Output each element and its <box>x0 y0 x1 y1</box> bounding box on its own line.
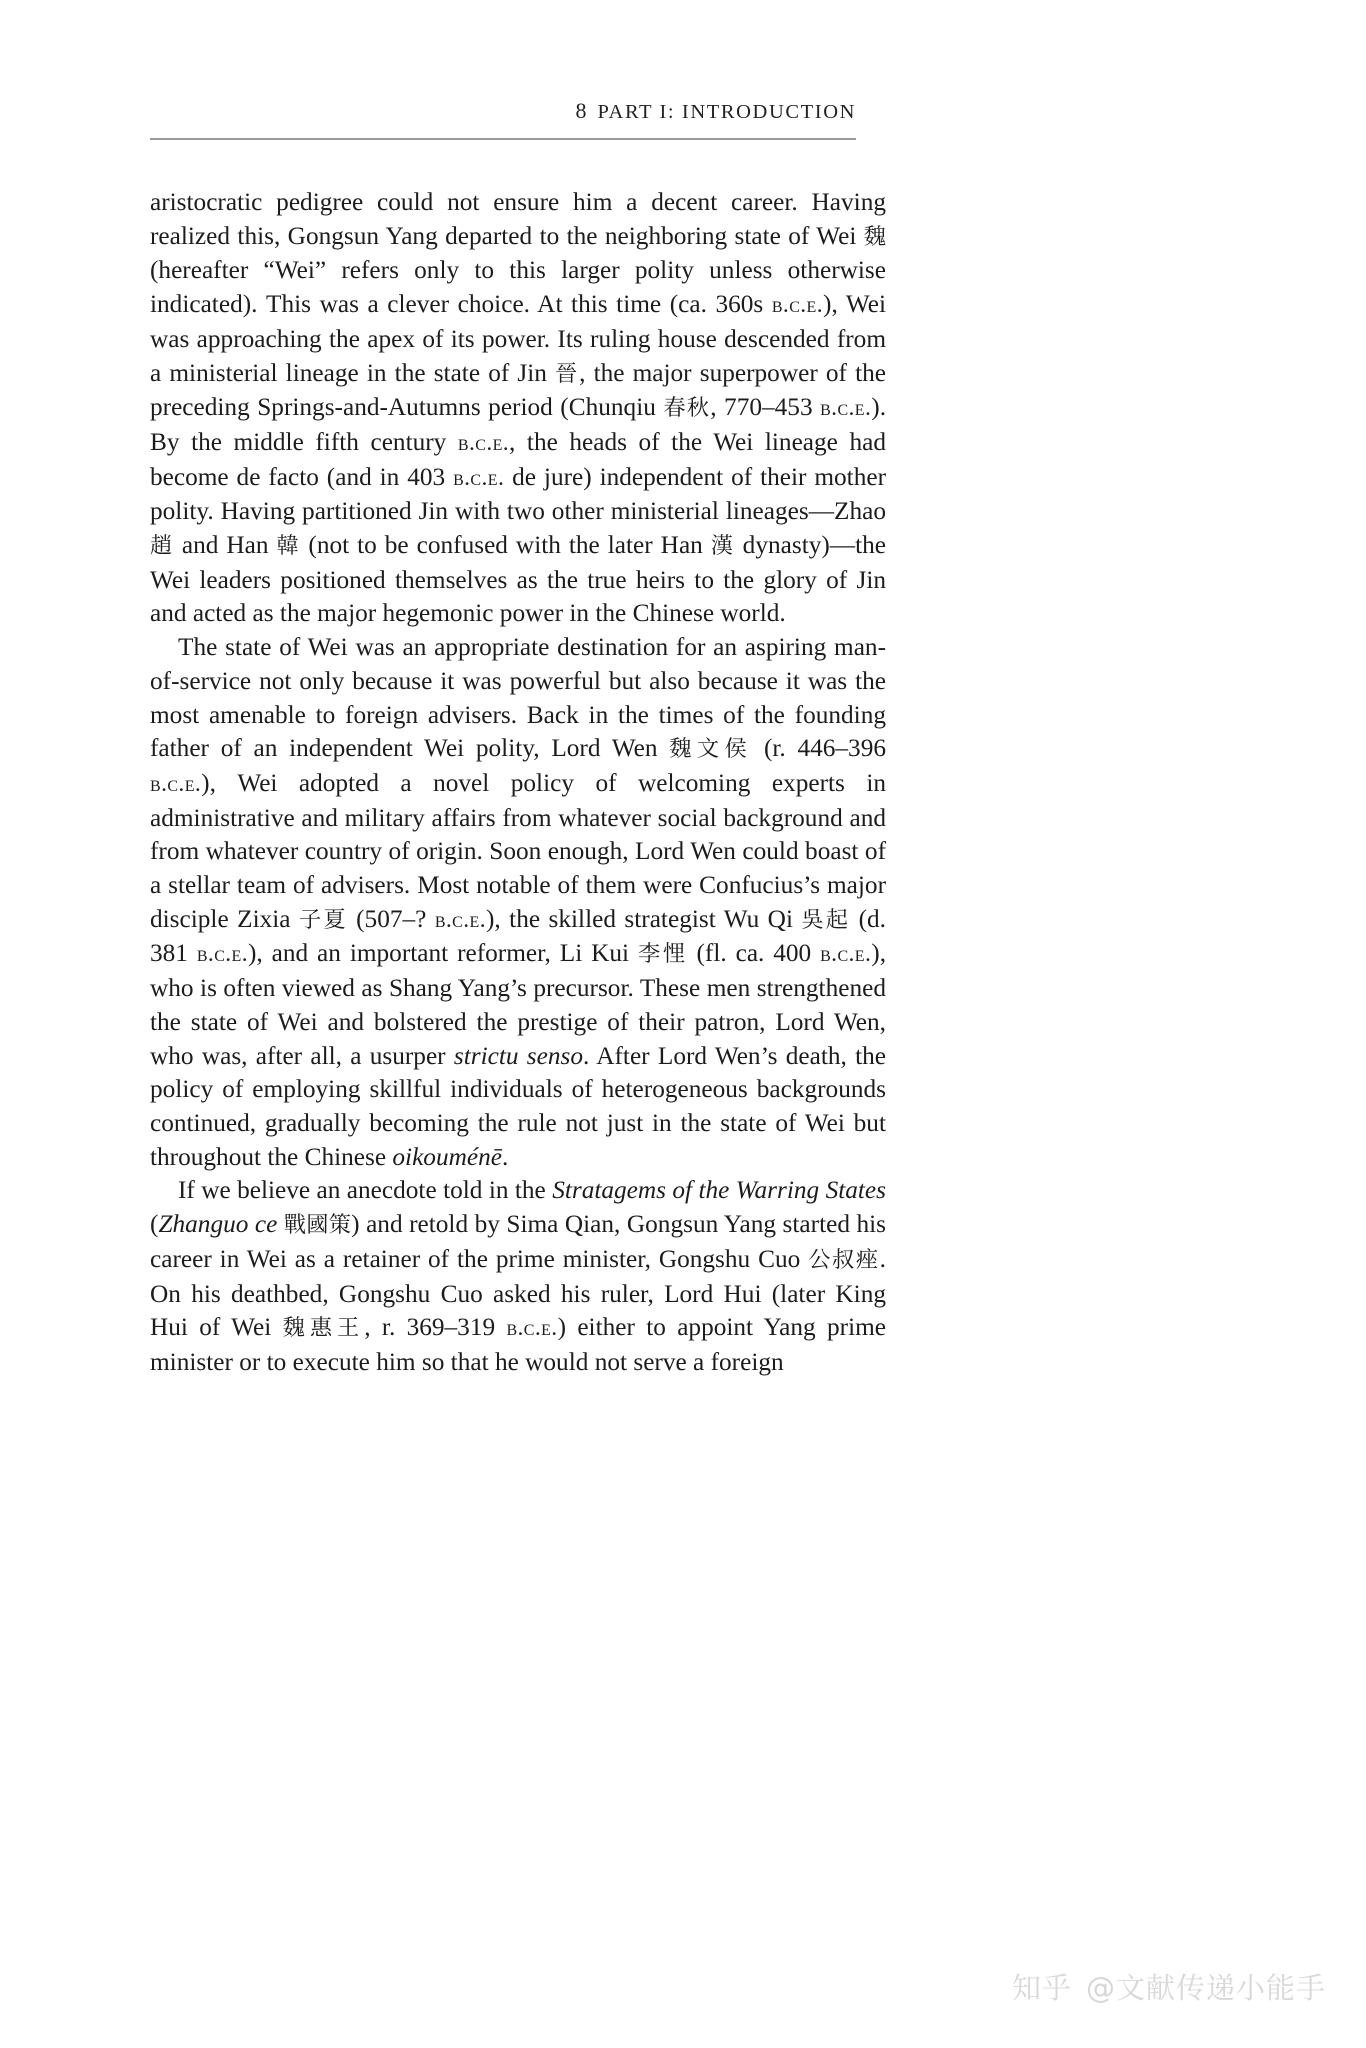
smallcaps-bce: b.c.e. <box>150 770 202 797</box>
smallcaps-bce: b.c.e. <box>506 1315 558 1342</box>
text-segment: aristocratic pedigree could not ensure him a decent career. Having realized this, Gongsun Yang departed to the neighboring state of Wei <box>150 188 886 250</box>
text-segment: If we believe an anecdote told in the <box>178 1176 553 1205</box>
smallcaps-bce: b.c.e. <box>820 941 872 968</box>
text-segment: , 770–453 <box>710 393 821 422</box>
text-segment: The state of Wei was an appropriate destination for an aspiring man-of-service not only because it was powerful but also because it was the most amenable to foreign advisers. Back in the times of the founding father of an independent Wei polity, Lord Wen <box>150 633 886 763</box>
han-character: 吳起 <box>801 906 851 933</box>
text-segment: , r. 369–319 <box>364 1313 507 1342</box>
text-segment: (hereafter “Wei” refers only to this larger polity unless otherwise indicated). This was a clever choice. At this time (ca. 360s <box>150 256 886 319</box>
text-segment: (507–? <box>347 904 435 933</box>
text-segment: ), who is often viewed as Shang Yang’s precursor. These men strengthened the state of Wei and bolstered the prestige of their patron, Lord Wen, who was, after all, a usurper <box>150 939 887 1070</box>
zhihu-watermark <box>0 1966 1366 2007</box>
italic-phrase: oikouménē <box>392 1142 502 1171</box>
zhihu-handle: @文献传递小能手 <box>1085 1971 1326 2005</box>
text-segment: ). By the middle fifth century <box>150 393 887 456</box>
text-segment: . On his deathbed, Gongshu Cuo asked his ruler, Lord Hui (later King Hui of Wei <box>150 1244 886 1342</box>
italic-title: Stratagems of the Warring States <box>552 1176 886 1205</box>
text-segment: . <box>501 1142 509 1171</box>
text-segment: and Han <box>173 531 277 560</box>
han-character: 晉 <box>555 360 580 387</box>
han-character: 漢 <box>710 533 735 560</box>
zhihu-logo: 知乎 <box>1011 1971 1072 2005</box>
text-segment: (not to be confused with the later Han <box>300 531 711 560</box>
smallcaps-bce: b.c.e. <box>820 395 872 422</box>
text-segment: ) and retold by Sima Qian, Gongsun Yang started his career in Wei as a retainer of the prime minister, Gongshu Cuo <box>150 1210 887 1273</box>
paragraph-1 <box>150 186 886 631</box>
text-segment: (d. 381 <box>150 904 886 968</box>
han-character: 魏文侯 <box>669 736 753 763</box>
text-segment: ) either to appoint Yang prime minister or to execute him so that he would not serve a foreign <box>150 1313 887 1376</box>
text-segment: ), Wei adopted a novel policy of welcoming experts in administrative and military affairs from whatever social background and from whatever country of origin. Soon enough, Lord Wen could boast of a stellar team of advisers. Most notable of them were Confucius’s major disciple Zixia <box>150 768 886 933</box>
smallcaps-bce: b.c.e. <box>453 464 505 491</box>
text-segment: (r. 446–396 <box>752 734 887 763</box>
smallcaps-bce: b.c.e. <box>771 292 824 319</box>
han-character: 子夏 <box>298 906 348 933</box>
paragraph-2 <box>150 631 886 1174</box>
paragraph-3 <box>150 1174 886 1379</box>
han-character: 韓 <box>276 533 301 560</box>
text-segment: de jure) independent of their mother polity. Having partitioned Jin with two other ministerial lineages—Zhao <box>150 462 886 526</box>
han-character: 魏惠王 <box>282 1315 365 1342</box>
text-block <box>150 186 886 1380</box>
running-head-title: PART I: INTRODUCTION <box>597 101 856 123</box>
smallcaps-bce: b.c.e. <box>434 906 486 933</box>
text-segment: ( <box>150 1210 159 1239</box>
text-segment: ), the skilled strategist Wu Qi <box>485 904 802 933</box>
header-rule <box>150 138 856 140</box>
italic-phrase: strictu senso <box>453 1041 584 1070</box>
han-character: 李悝 <box>637 941 688 968</box>
han-character: 公叔痤 <box>808 1246 880 1273</box>
text-segment: (fl. ca. 400 <box>687 939 821 968</box>
text-segment: , the heads of the Wei lineage had become de facto (and in 403 <box>150 427 886 491</box>
folio-number: 8 <box>575 98 587 123</box>
text-segment: , the major superpower of the preceding Springs-and-Autumns period (Chunqiu <box>150 358 886 422</box>
text-segment: dynasty)—the Wei leaders positioned themselves as the true heirs to the glory of Jin and acted as the major hegemonic power in the Chinese world. <box>150 531 886 628</box>
text-segment: . After Lord Wen’s death, the policy of employing skillful individuals of heterogeneous backgrounds continued, gradually becoming the rule not just in the state of Wei but throughout the Chinese <box>150 1041 886 1171</box>
page-header <box>150 98 856 140</box>
han-character: 趙 <box>150 533 174 560</box>
smallcaps-bce: b.c.e. <box>457 429 510 456</box>
han-character: 魏 <box>863 223 886 250</box>
text-segment: ), Wei was approaching the apex of its power. Its ruling house descended from a ministerial lineage in the state of Jin <box>150 290 886 387</box>
smallcaps-bce: b.c.e. <box>196 941 248 968</box>
italic-title-romanized: Zhanguo ce <box>158 1210 278 1239</box>
han-character: 戰國策 <box>283 1212 352 1239</box>
text-segment: ), and an important reformer, Li Kui <box>248 939 638 968</box>
running-head <box>150 98 856 124</box>
han-character: 春秋 <box>663 395 711 422</box>
